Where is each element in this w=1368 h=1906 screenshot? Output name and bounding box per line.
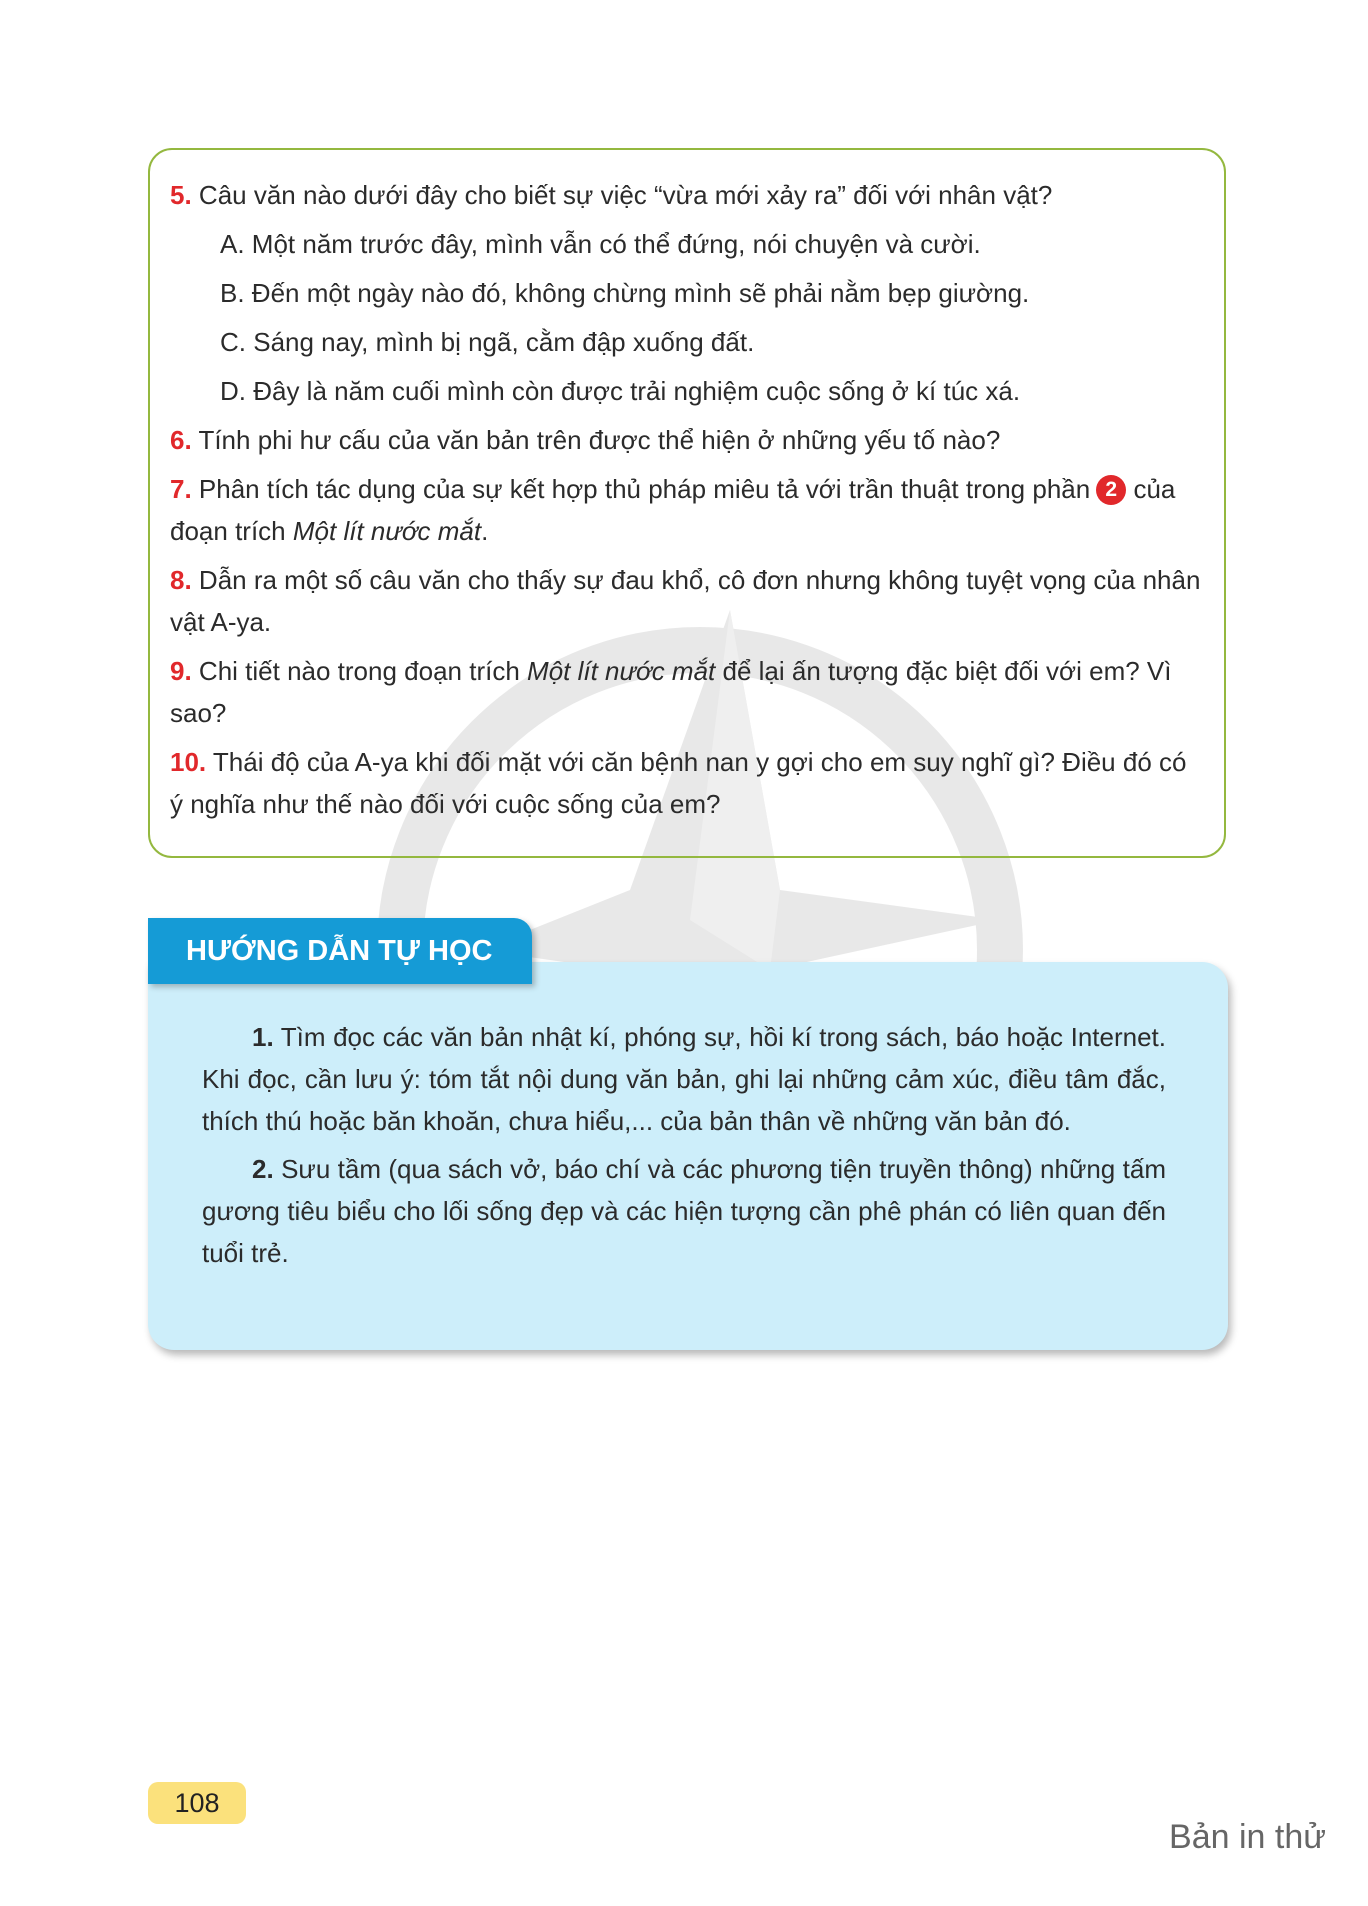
option-b: B. Đến một ngày nào đó, không chừng mình sẽ phải nằm bẹp giường. [220, 278, 1030, 308]
guide-item-number: 1. [252, 1022, 274, 1052]
work-title: Một lít nước mắt [527, 656, 716, 686]
question-number: 9. [170, 656, 192, 686]
option-a: A. Một năm trước đây, mình vẫn có thể đứng, nói chuyện và cười. [220, 229, 981, 259]
question-number: 5. [170, 180, 192, 210]
guide-item-number: 2. [252, 1154, 274, 1184]
section-badge: 2 [1096, 475, 1126, 505]
question-5 [170, 174, 1202, 216]
question-number: 10. [170, 747, 207, 777]
question-text-end: . [481, 516, 489, 546]
question-number: 8. [170, 565, 192, 595]
question-8 [170, 559, 1202, 643]
question-9 [170, 650, 1202, 734]
page-number: 108 [148, 1782, 246, 1824]
question-text-end: để lại ấn tượng đặc biệt đối với em? Vì sao? [170, 656, 1172, 728]
self-study-panel [148, 962, 1228, 1350]
work-title: Một lít nước mắt [292, 516, 482, 546]
question-text: Dẫn ra một số câu văn cho thấy sự đau khổ, cô đơn nhưng không tuyệt vọng của nhân vật A-ya. [170, 565, 1201, 637]
guide-item-1 [202, 1016, 1166, 1142]
question-7 [170, 468, 1202, 552]
question-text: Phân tích tác dụng của sự kết hợp thủ pháp miêu tả với trần thuật trong phần [198, 474, 1091, 504]
option-c: C. Sáng nay, mình bị ngã, cằm đập xuống đất. [220, 327, 755, 357]
question-text: Chi tiết nào trong đoạn trích [198, 656, 520, 686]
question-10 [170, 741, 1202, 825]
option-d: D. Đây là năm cuối mình còn được trải nghiệm cuộc sống ở kí túc xá. [220, 376, 1021, 406]
guide-item-2 [202, 1148, 1166, 1274]
guide-item-text: Sưu tầm (qua sách vở, báo chí và các phương tiện truyền thông) những tấm gương tiêu biểu cho lối sống đẹp và các hiện tượng cần phê phán có liên quan đến tuổi trẻ. [202, 1154, 1166, 1268]
question-6 [170, 419, 1202, 461]
question-text: Câu văn nào dưới đây cho biết sự việc “vừa mới xảy ra” đối với nhân vật? [198, 180, 1053, 210]
guide-item-text: Tìm đọc các văn bản nhật kí, phóng sự, hồi kí trong sách, báo hoặc Internet. Khi đọc, cần lưu ý: tóm tắt nội dung văn bản, ghi lại những cảm xúc, điều tâm đắc, thích thú hoặc băn khoăn, chưa hiểu,... của bản thân về những văn bản đó. [202, 1022, 1166, 1136]
question-text: Thái độ của A-ya khi đối mặt với căn bệnh nan y gợi cho em suy nghĩ gì? Điều đó có ý nghĩa như thế nào đối với cuộc sống của em? [170, 747, 1187, 819]
draft-print-note: Bản in thử [1169, 1818, 1326, 1856]
question-number: 6. [170, 425, 192, 455]
question-text: Tính phi hư cấu của văn bản trên được thể hiện ở những yếu tố nào? [198, 425, 1001, 455]
question-text-cont: của đoạn trích [170, 474, 1176, 546]
question-number: 7. [170, 474, 192, 504]
questions-box [148, 148, 1226, 858]
self-study-title: HƯỚNG DẪN TỰ HỌC [148, 918, 532, 984]
